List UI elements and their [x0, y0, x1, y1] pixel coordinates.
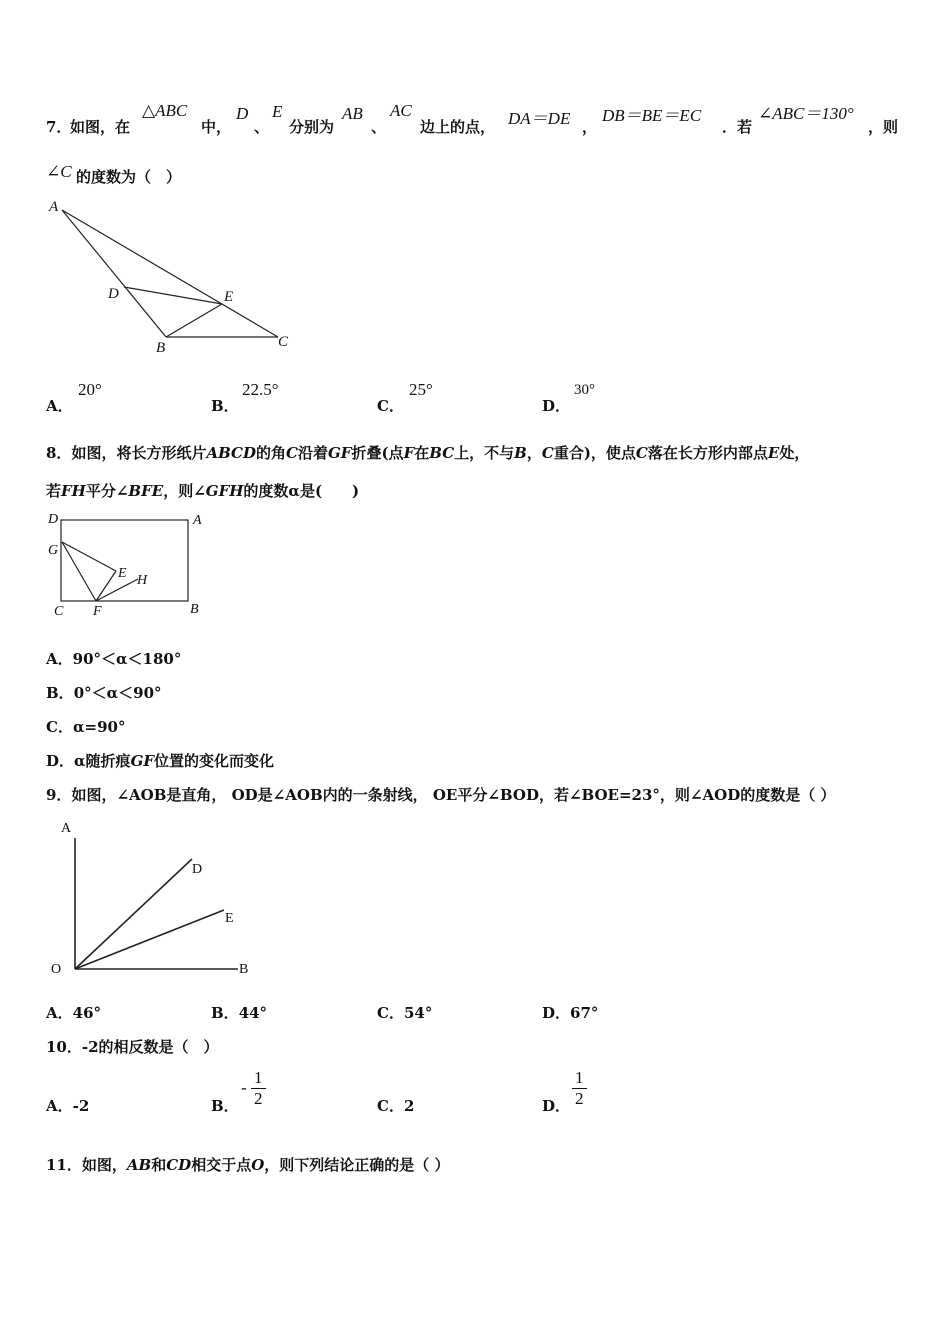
- q10-option-a[interactable]: A．-2: [46, 1097, 90, 1115]
- q8-label-h: H: [137, 573, 148, 588]
- q8-label-e: E: [118, 566, 127, 581]
- q9-label-d: D: [192, 862, 203, 877]
- q8-line1: 8．如图，将长方形纸片ABCD的角C沿着GF折叠(点F在BC上，不与B，C重合)，使点C落在长方形内部点E处，: [46, 444, 810, 462]
- q8-label-c: C: [54, 604, 64, 619]
- q10-number: 10．: [46, 1038, 82, 1056]
- q7-label-b: B: [156, 340, 166, 356]
- q8-seg-ef: [96, 571, 116, 601]
- q7-seg-ab: [62, 210, 166, 337]
- q9-label-e: E: [225, 911, 234, 926]
- q9-number: 9．: [46, 786, 72, 804]
- q8-label-d: D: [48, 512, 59, 527]
- q8-number: 8．: [46, 444, 72, 462]
- q7-math-triangle: △ABC: [142, 101, 188, 120]
- q10-option-c[interactable]: C．2: [377, 1097, 415, 1115]
- q9-label-o: O: [51, 962, 62, 977]
- q8-line2: 若FH平分∠BFE，则∠GFH的度数α是( ): [46, 482, 360, 500]
- q8-option-b[interactable]: B．0°＜α＜90°: [46, 684, 162, 702]
- q10-stem: 10．-2的相反数是（ ）: [46, 1038, 219, 1056]
- q9-ray-oe: [75, 910, 224, 969]
- q9-options: [46, 1002, 746, 1024]
- q7-label-e: E: [224, 289, 234, 305]
- q11-stem: 11．如图，AB和CD相交于点O，则下列结论正确的是（ ）: [46, 1156, 450, 1174]
- q9-stem: 9．如图，∠AOB是直角， OD是∠AOB内的一条射线， OE平分∠BOD，若∠BOE=23°，则∠AOD的度数是（ ）: [46, 786, 836, 804]
- q7-options: A． 20° B． 22.5° C． 25° D． 30°: [46, 380, 595, 415]
- q10-fraction-d: $\frac{1}{2}$: [572, 1068, 587, 1109]
- q7-label-a: A: [49, 199, 59, 215]
- q9-ray-od: [75, 859, 192, 969]
- q9-label-a: A: [61, 821, 72, 836]
- q8-option-c[interactable]: C．α=90°: [46, 718, 126, 736]
- q10-options: A．-2 B． - $\frac{1}{2}$ C．2 D． $\frac{1}{2}$: [46, 1068, 746, 1118]
- q10-fraction-b: $\frac{1}{2}$: [251, 1068, 266, 1109]
- q8-label-a: A: [193, 513, 202, 528]
- q7-label-d: D: [108, 286, 119, 302]
- q8-label-b: B: [190, 602, 199, 617]
- q7-seg-be: [166, 304, 222, 337]
- q8-option-d[interactable]: D．α随折痕GF位置的变化而变化: [46, 752, 275, 770]
- q9-label-b: B: [239, 962, 249, 977]
- q7-seg-ac: [62, 210, 278, 337]
- q8-rectangle: [61, 520, 188, 601]
- q11-number: 11．: [46, 1156, 82, 1174]
- q7-label-c: C: [278, 334, 289, 350]
- q9-option-c[interactable]: C．54°: [377, 1004, 433, 1022]
- q9-option-d[interactable]: D．67°: [542, 1004, 599, 1022]
- q8-figure: [46, 508, 216, 622]
- q7-number: 7．: [46, 118, 72, 136]
- q8-label-g: G: [48, 543, 59, 558]
- q7-line1: 7． 如图，在 △ABC 中， D 、 E 分别为 AB 、 AC 边上的点， DA＝DE ， DB＝BE＝EC ．若 ∠ABC＝130° ，则: [46, 101, 899, 136]
- q8-label-f: F: [93, 604, 102, 619]
- q9-figure: [46, 816, 266, 984]
- q9-option-a[interactable]: A．46°: [46, 1004, 102, 1022]
- q7-figure: [46, 196, 306, 356]
- q9-option-b[interactable]: B．44°: [211, 1004, 268, 1022]
- q8-option-a[interactable]: A．90°＜α＜180°: [46, 650, 182, 668]
- q8-seg-fh: [96, 579, 138, 601]
